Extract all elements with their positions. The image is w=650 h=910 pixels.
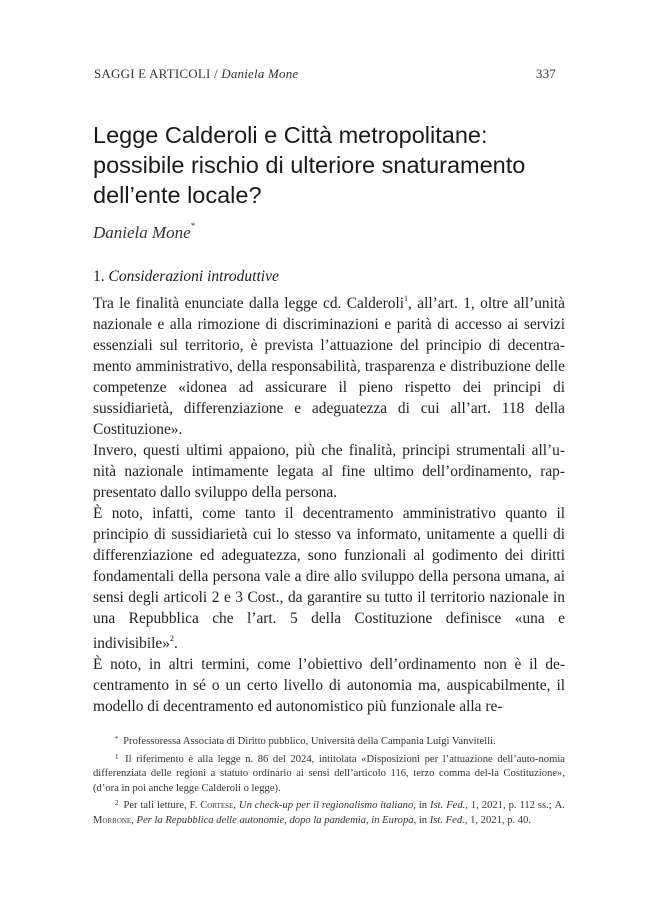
title-line: possibile rischio di ulteriore snaturamento — [93, 152, 526, 178]
article-author: Daniela Mone — [93, 223, 191, 242]
footnote-ref: 1 — [404, 294, 409, 303]
paragraph-text: . — [173, 635, 178, 653]
cited-author: F. Cortese — [189, 800, 234, 812]
page-number: 337 — [535, 66, 556, 81]
paragraph — [93, 503, 565, 654]
cited-journal: Ist. Fed. — [429, 814, 465, 826]
footnote-text: Professoressa Associata di Diritto pubblico, Università della Campania Luigi Vanvitelli. — [123, 736, 496, 747]
running-head — [94, 66, 556, 82]
paragraph-text: È noto, infatti, come tanto il decentramento amministrativo quanto il principio di sussidiarietà cui lo stesso va informato, unitamente a quelli di differenziazione ed adeguatezza, sono funzionali al godimento dei diritti fondamentali della persona vale a dire allo sviluppo della persona umana, ai sensi degli articoli 2 e 3 Cost., da garantire su tutto il territorio nazionale in una Repubblica che l’art. 5 della Costituzione definisce «una e indivisibile» — [93, 505, 565, 653]
footnote-text: , in — [413, 800, 428, 812]
cited-title: Un check-up per il regionalismo italiano — [238, 800, 414, 812]
running-head-left — [94, 66, 298, 82]
running-head-section: SAGGI E ARTICOLI / — [94, 66, 218, 81]
cited-author: A. Morrone — [93, 800, 565, 826]
article-title — [93, 120, 573, 210]
footnote-text: , 1, 2021, p. 40. — [464, 814, 531, 826]
footnote-text: Il riferimento è alla legge n. 86 del 2024, intitolata «Disposizioni per l’attuazione dell’auto-nomia differenziata delle regioni a statuto ordinario ai sensi dell’articolo 116, terzo comma del-la Costituzione», (d’ora in poi anche legge Calderoli o legge). — [93, 753, 565, 794]
footnote-text: , in — [413, 814, 428, 826]
paragraph-text: , all’art. 1, oltre all’unità nazionale e alla rimozione di discriminazioni e parità di accesso ai servizi essenziali sul territorio, è prevista l’attuazione del principio di decentra-mento amministrativo, della responsabilità, trasparenza e distribuzione delle competenze «idonea ad assicurare il pieno rispetto dei principi di sussidiarietà, differenziazione e adeguatezza di cui all’art. 118 della Costituzione». — [93, 295, 565, 439]
author-footnote-marker: * — [190, 221, 196, 231]
paragraph-text: Invero, questi ultimi appaiono, più che finalità, principi strumentali all’u-nità nazionale intimamente legata al fine ultimo dell’ordinamento, rap-presentato dallo sviluppo della persona. — [93, 442, 565, 502]
footnote-marker: 1 — [115, 752, 119, 761]
paragraph — [93, 654, 565, 717]
footnote-text: , 1, 2021, p. 112 ss.; — [465, 800, 552, 812]
cited-journal: Ist. Fed. — [430, 800, 466, 812]
section-number: 1. — [93, 268, 105, 285]
cited-title: Per la Repubblica delle autonomie, dopo la pandemia, in Europa — [136, 814, 414, 826]
section-title: Considerazioni introduttive — [108, 268, 279, 285]
footnote-marker: * — [115, 735, 119, 743]
footnote — [93, 753, 565, 797]
footnote-text: Per tali letture, — [123, 800, 187, 812]
footnotes — [93, 735, 565, 832]
byline — [93, 223, 195, 243]
footnote: $^2$ Per tali letture, F. Cortese, Un check-up per il regionalismo italiano, in Ist. Fed., 1, 2021, p. 112 ss.; A. Morrone, Per la Repubblica delle autonomie, dopo la pandemia, in Europa, in Ist. Fed., 1, 2021, p. 40. — [93, 799, 565, 826]
title-line: dell’ente locale? — [93, 182, 262, 208]
title-line: Legge Calderoli e Città metropolitane: — [93, 122, 488, 148]
paragraph — [93, 289, 565, 440]
paragraph-text: È noto, in altri termini, come l’obiettivo dell’ordinamento non è il de-centramento in sé o un certo livello di autonomia ma, auspicabilmente, il modello di decentramento ed autonomistico più funzionale alla re- — [93, 656, 565, 716]
body-text — [93, 289, 565, 717]
footnote — [93, 735, 565, 750]
footnote-marker: 2 — [115, 799, 119, 808]
paragraph-text: Tra le finalità enunciate dalla legge cd. Calderoli — [93, 295, 405, 313]
section-heading — [93, 268, 279, 286]
footnote-ref: 2 — [169, 634, 174, 644]
running-head-author: Daniela Mone — [221, 66, 299, 81]
paragraph — [93, 440, 565, 503]
